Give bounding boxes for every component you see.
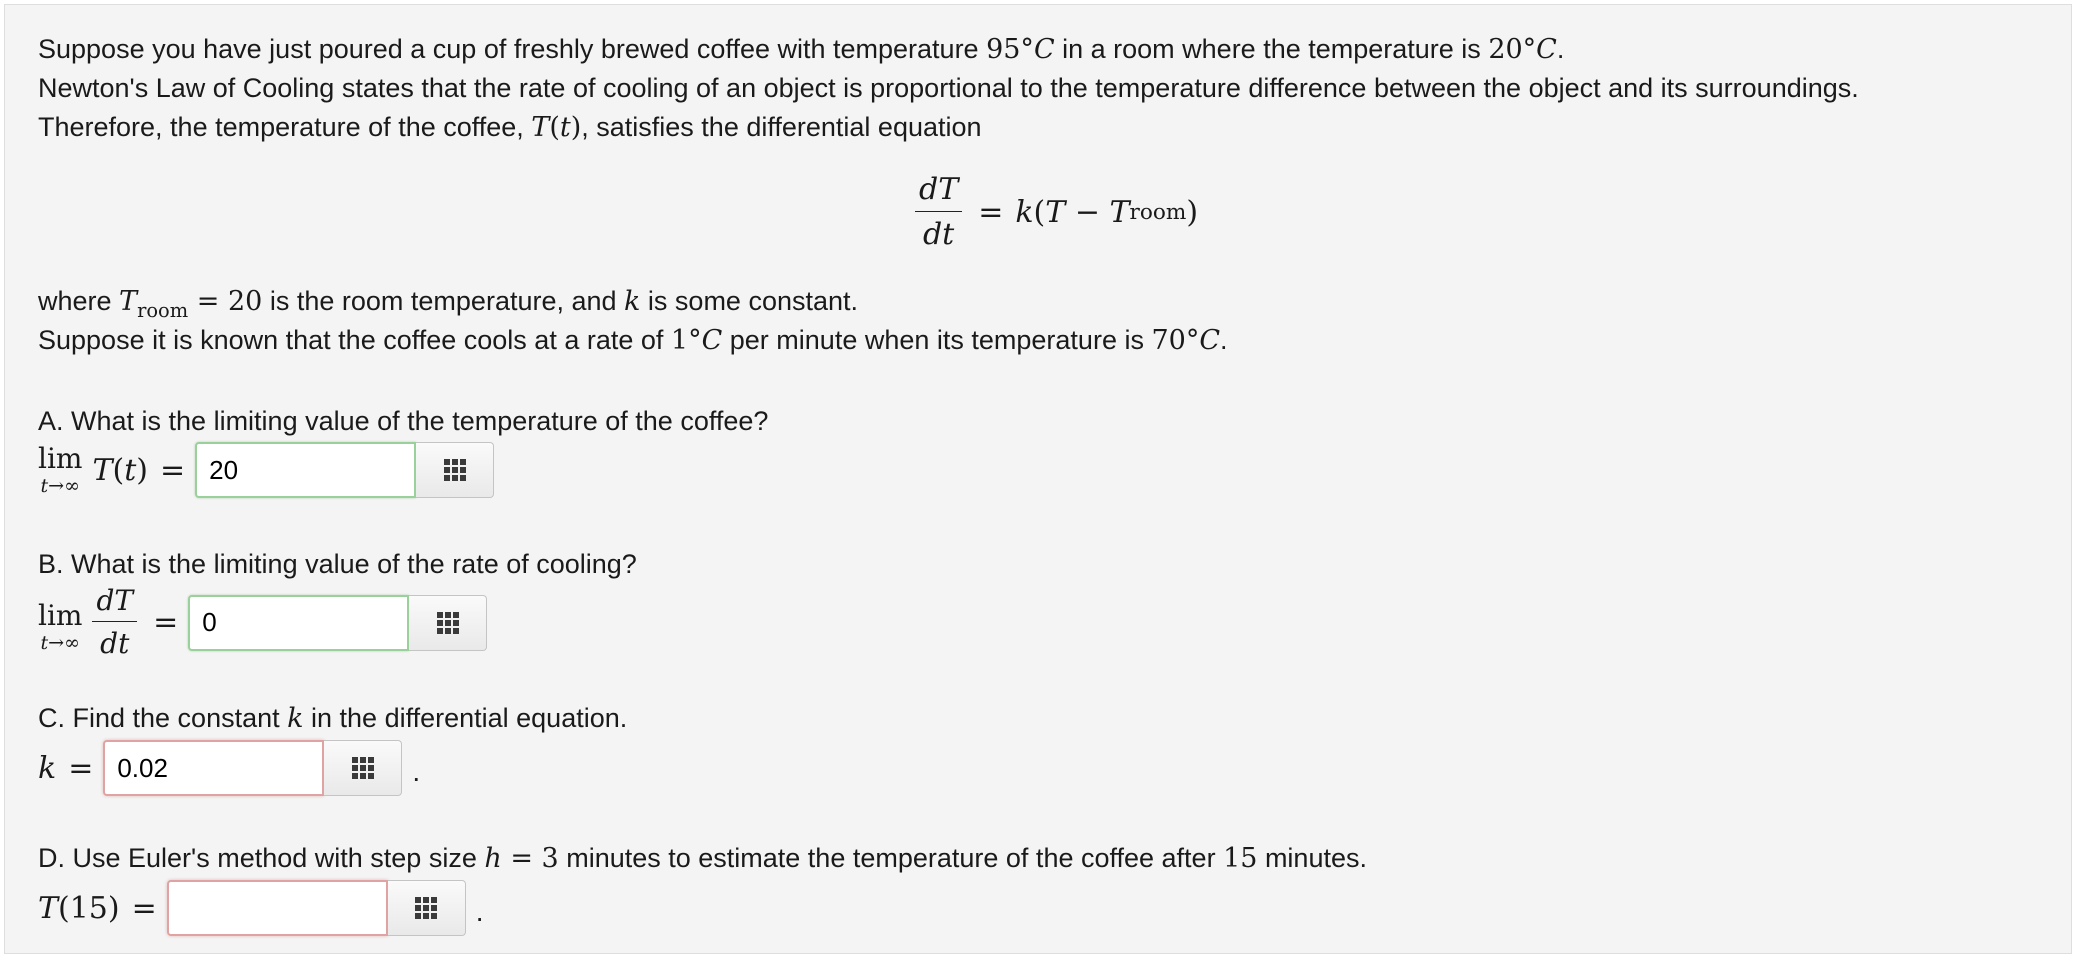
math-unit: C [1536, 34, 1557, 65]
intro-line-1 [38, 29, 1564, 70]
math-temp: 1° [670, 325, 702, 356]
intro-text: in a room where the temperature is [1054, 34, 1489, 64]
math-unit: C [1033, 34, 1055, 65]
question-d [38, 838, 1367, 879]
where-text: where [38, 286, 120, 316]
math-number: 15 [1223, 843, 1258, 874]
math-var: T [38, 890, 59, 926]
math-var: k [287, 703, 304, 734]
intro-text: Therefore, the temperature of the coffee, [38, 112, 532, 142]
t15-label [38, 891, 120, 926]
lim-word: lim [38, 599, 83, 632]
trailing-period: . [475, 896, 484, 927]
math-equals-value: = 20 [188, 286, 263, 317]
math-var: k [624, 286, 641, 317]
math-var: h [484, 843, 502, 874]
equals-sign: = [159, 452, 186, 488]
question-text: minutes to estimate the temperature of the coffee after [558, 843, 1224, 873]
question-c [38, 698, 627, 739]
answer-input-c[interactable] [103, 740, 324, 796]
differential-equation [915, 172, 1199, 252]
math-unit: C [1199, 325, 1220, 356]
answer-row-c [38, 740, 420, 796]
answer-field-c [103, 740, 402, 796]
limit-operator [38, 441, 83, 497]
math-var: T [92, 452, 113, 488]
known-text: . [1220, 325, 1228, 355]
fraction-denominator: dt [922, 217, 955, 252]
math-var: t [559, 112, 571, 143]
question-a: A. What is the limiting value of the temperature of the coffee? [38, 406, 769, 436]
math-paren: ( [1033, 195, 1046, 230]
math-var: T [1109, 195, 1130, 230]
math-var: t [124, 452, 137, 488]
equals-sign: = [153, 605, 179, 640]
answer-input-d[interactable] [167, 880, 388, 936]
answer-field-b [188, 595, 487, 651]
math-var: T [119, 286, 138, 317]
math-subscript: room [1129, 200, 1187, 225]
derivative-fraction [915, 172, 962, 252]
grid-icon [444, 459, 466, 481]
math-paren: ) [570, 112, 582, 143]
math-temp: 20° [1488, 34, 1537, 65]
intro-text: Suppose you have just poured a cup of freshly brewed coffee with temperature [38, 34, 987, 64]
trailing-period: . [412, 756, 421, 787]
grid-icon [415, 897, 437, 919]
derivative-fraction [92, 584, 137, 660]
answer-input-b[interactable] [188, 595, 409, 651]
known-text: per minute when its temperature is [722, 325, 1152, 355]
known-line [38, 320, 1228, 361]
math-var: T [1045, 195, 1066, 230]
limit-expression-a [38, 441, 148, 497]
lim-subscript: t→∞ [40, 632, 80, 654]
math-paren: ( [112, 452, 125, 488]
answer-tool-button-c[interactable] [324, 740, 402, 796]
intro-line-2: Newton's Law of Cooling states that the rate of cooling of an object is proportional to the temperature difference between the object and its surroundings. [38, 73, 1859, 103]
question-text: C. Find the constant [38, 703, 288, 733]
answer-row-b [38, 584, 487, 660]
fraction-numerator: dT [915, 175, 962, 212]
answer-tool-button-a[interactable] [416, 442, 494, 498]
math-argument: (15) [58, 890, 120, 926]
known-text: Suppose it is known that the coffee cools at a rate of [38, 325, 671, 355]
fraction-denominator: dt [100, 627, 130, 660]
lim-word: lim [38, 441, 83, 475]
fraction-numerator: dT [92, 587, 137, 622]
where-text: is some constant. [640, 286, 859, 316]
equals-sign: = [978, 195, 1004, 230]
grid-icon [352, 757, 374, 779]
answer-row-d [38, 880, 484, 936]
question-text: minutes. [1257, 843, 1367, 873]
limit-operator [38, 599, 83, 654]
question-text: in the differential equation. [303, 703, 628, 733]
grid-icon [437, 612, 459, 634]
math-subscript: room [137, 298, 189, 322]
answer-input-a[interactable] [195, 442, 416, 498]
intro-line-3 [38, 107, 982, 148]
math-paren: ) [136, 452, 148, 488]
math-paren: ( [549, 112, 560, 143]
where-text: is the room temperature, and [262, 286, 625, 316]
math-equals-value: = 3 [501, 843, 559, 874]
math-var: k [38, 750, 57, 786]
math-var: T [531, 112, 550, 143]
equals-sign: = [68, 750, 94, 786]
math-temp: 95° [986, 34, 1034, 65]
lim-subscript: t→∞ [40, 474, 80, 497]
math-temp: 70° [1151, 325, 1200, 356]
question-text: D. Use Euler's method with step size [38, 843, 485, 873]
minus-sign: − [1065, 195, 1110, 230]
answer-tool-button-d[interactable] [388, 880, 466, 936]
equals-sign: = [131, 890, 157, 926]
k-label [38, 751, 56, 786]
math-paren: ) [1186, 195, 1199, 230]
answer-field-d [167, 880, 466, 936]
limit-expression-b [38, 584, 137, 660]
question-b: B. What is the limiting value of the rate of cooling? [38, 549, 637, 579]
problem-panel [4, 4, 2072, 954]
answer-row-a [38, 442, 494, 498]
math-unit: C [701, 325, 723, 356]
answer-field-a [195, 442, 494, 498]
answer-tool-button-b[interactable] [409, 595, 487, 651]
intro-text: , satisfies the differential equation [581, 112, 982, 142]
intro-text: . [1556, 34, 1565, 64]
math-var: k [1015, 195, 1034, 230]
